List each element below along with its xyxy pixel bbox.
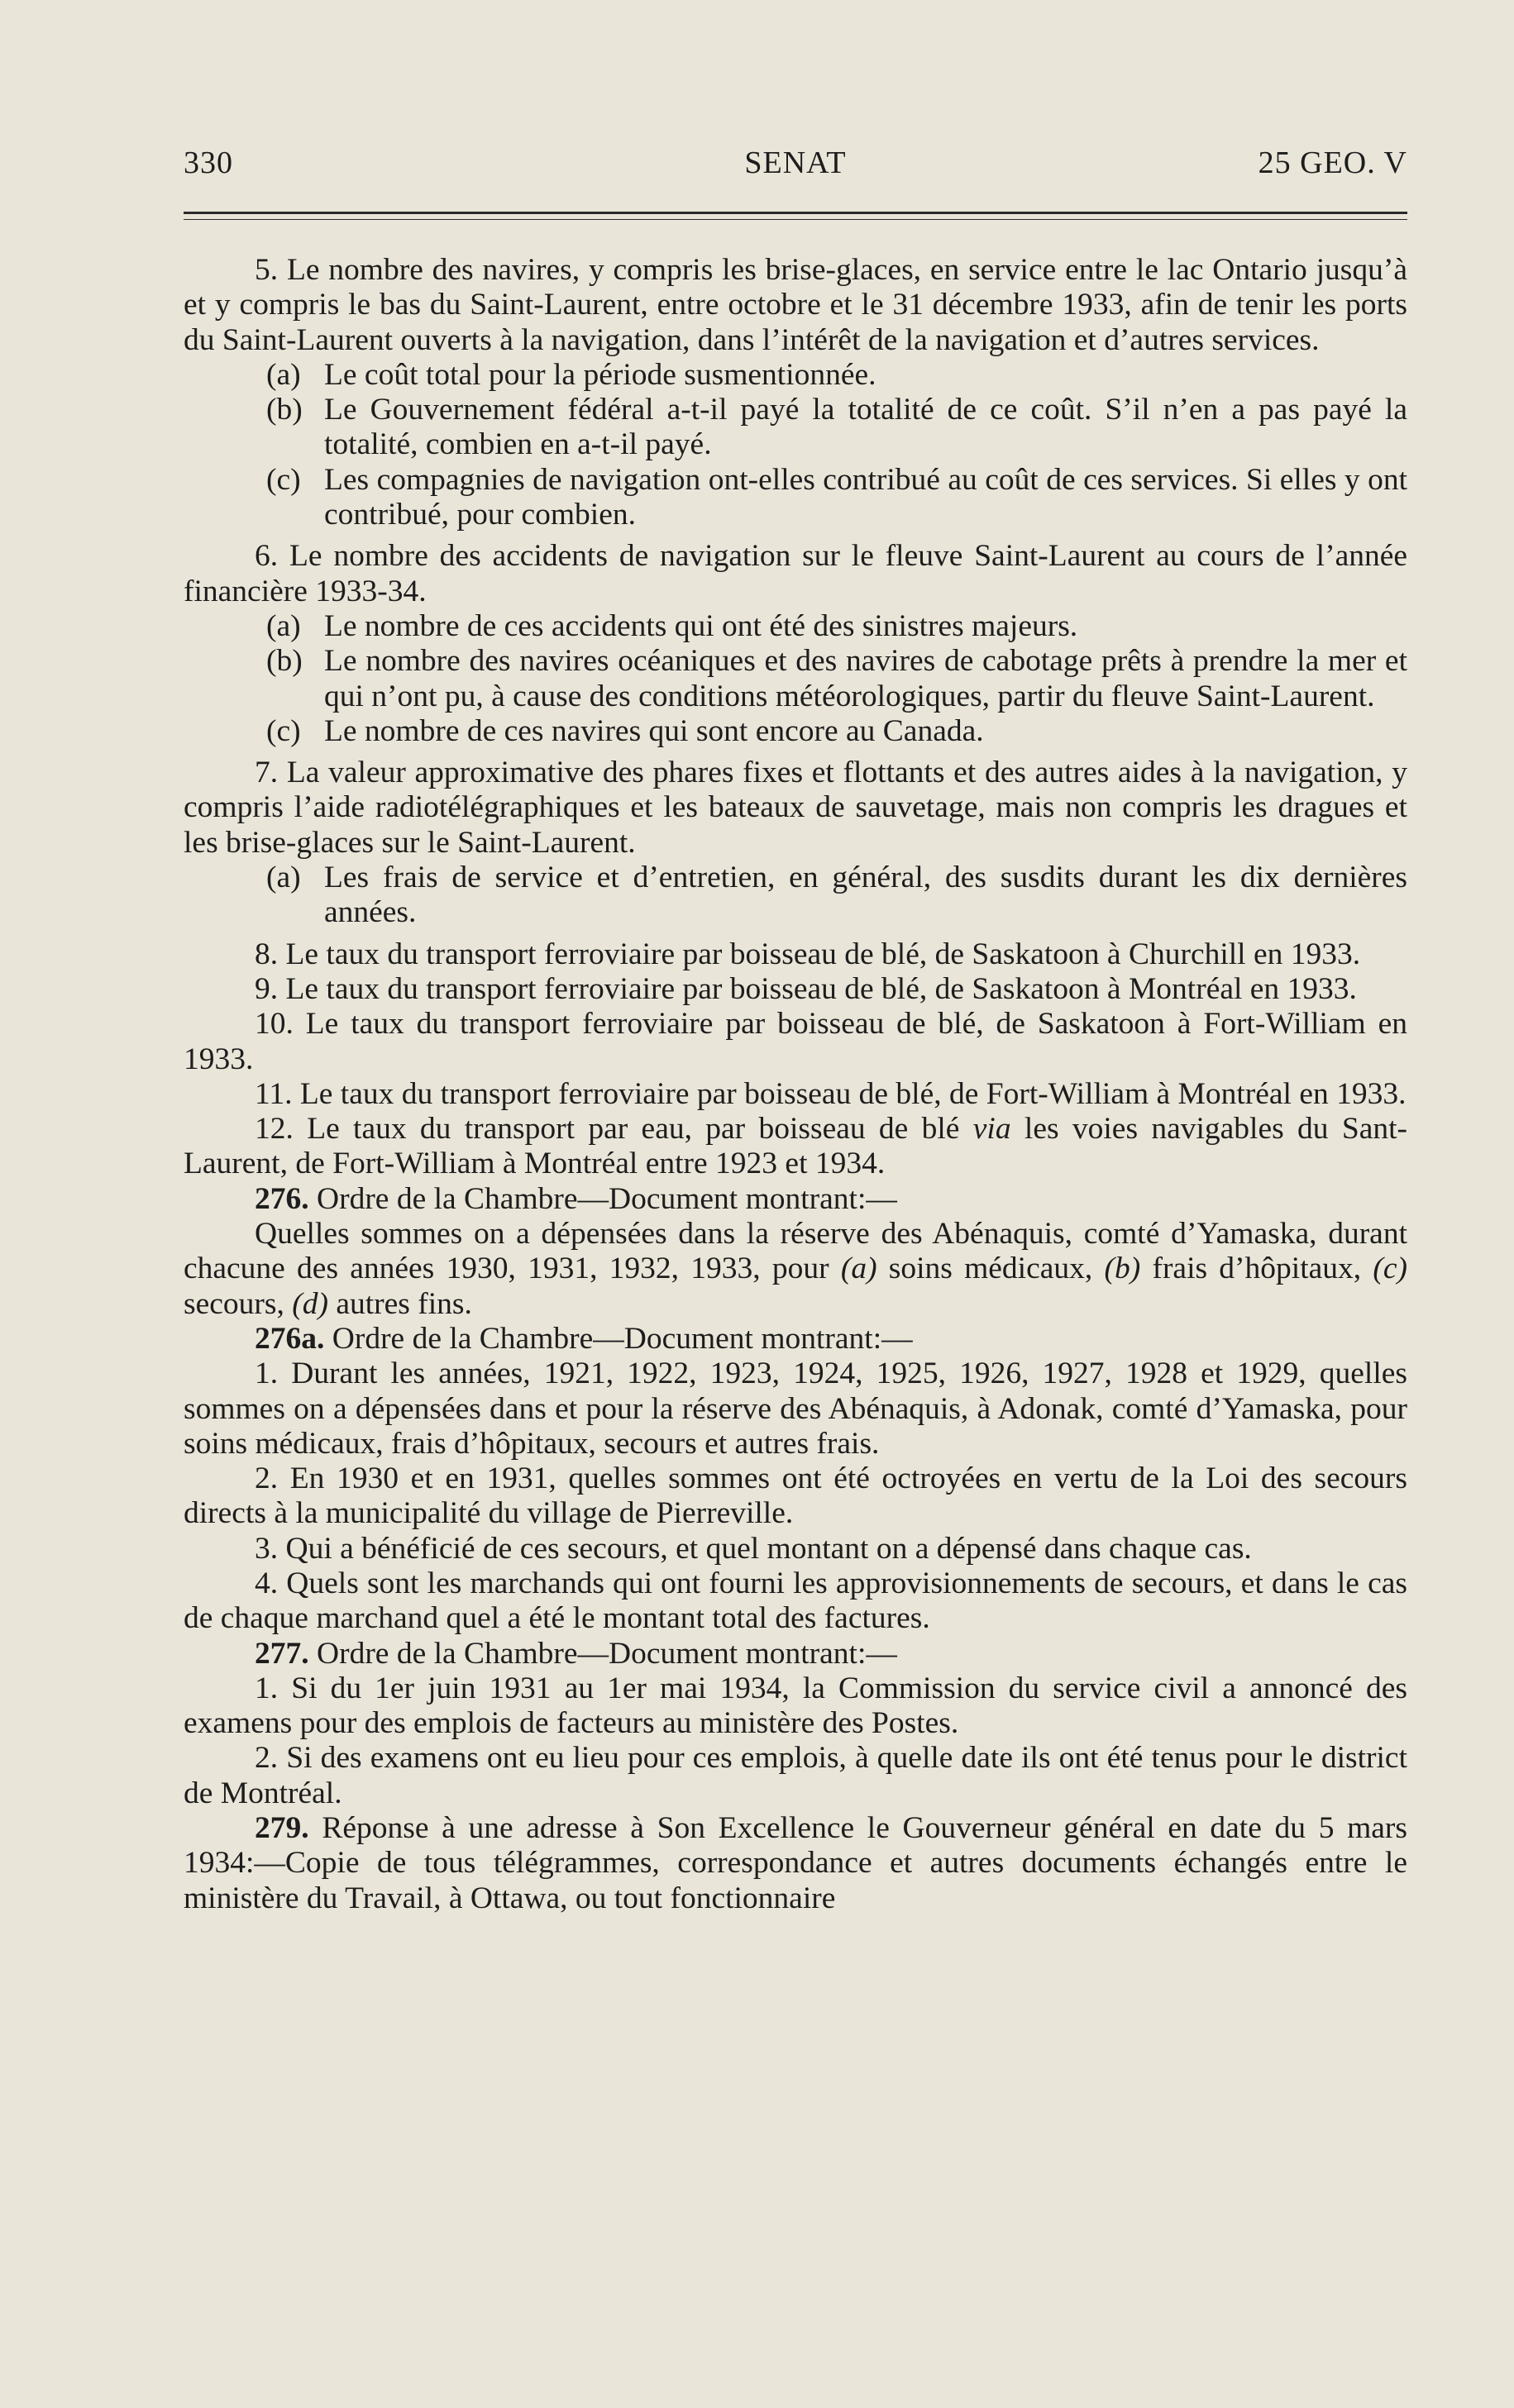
- question-6-c: (c) Le nombre de ces navires qui sont encore au Canada.: [266, 713, 984, 748]
- question-9: 9. Le taux du transport ferroviaire par boisseau de blé, de Saskatoon à Montréal en 1933.: [255, 971, 1357, 1006]
- question-12: 12. Le taux du transport par eau, par boisseau de blé via les voies navigables du Sant-Laurent, de Fort-William à Montréal entre 1923 et 1934.: [184, 1112, 1407, 1181]
- question-5: 5. Le nombre des navires, y compris les brise-glaces, en service entre le lac Ontario jusqu’à et y compris le bas du Saint-Laurent, entre octobre et le 31 décembre 1933, afin de tenir les ports du Saint-Laurent ouverts à la navigation, dans l’intérêt de la navigation et d’autres services.: [184, 253, 1407, 357]
- question-11: 11. Le taux du transport ferroviaire par boisseau de blé, de Fort-William à Montréal en 1933.: [255, 1076, 1407, 1111]
- document-276-text: Quelles sommes on a dépensées dans la réserve des Abénaquis, comté d’Yamaska, durant chacune des années 1930, 1931, 1932, 1933, pour (a) soins médicaux, (b) frais d’hôpitaux, (c) secours, (d) autres fins.: [184, 1217, 1407, 1321]
- document-277-item: 1. Si du 1er juin 1931 au 1er mai 1934, la Commission du service civil a annoncé des examens pour des emplois de facteurs au ministère des Postes.: [184, 1671, 1407, 1741]
- question-6-a: (a) Le nombre de ces accidents qui ont été des sinistres majeurs.: [266, 608, 1078, 643]
- question-5-c: (c) Les compagnies de navigation ont-elles contribué au coût de ces services. Si elles y ont contribué, pour combien.: [266, 462, 1407, 532]
- question-5-b: (b) Le Gouvernement fédéral a-t-il payé la totalité de ce coût. S’il n’en a pas payé la totalité, combien en a-t-il payé.: [266, 393, 1407, 462]
- page-number: 330: [184, 145, 233, 180]
- header-title: SENAT: [744, 145, 847, 180]
- question-7-a: (a) Les frais de service et d’entretien, en général, des susdits durant les dix dernières années.: [266, 861, 1407, 930]
- document-276a-item: 3. Qui a bénéficié de ces secours, et quel montant on a dépensé dans chaque cas.: [255, 1531, 1252, 1566]
- document-276a-item: 4. Quels sont les marchands qui ont fourni les approvisionnements de secours, et dans le cas de chaque marchand quel a été le montant total des factures.: [184, 1566, 1407, 1636]
- header-rule: [184, 212, 1407, 220]
- document-277-heading: 277. Ordre de la Chambre—Document montrant:—: [255, 1636, 897, 1671]
- question-6: 6. Le nombre des accidents de navigation sur le fleuve Saint-Laurent au cours de l’année financière 1933-34.: [184, 539, 1407, 608]
- document-276a-heading: 276a. Ordre de la Chambre—Document montrant:—: [255, 1321, 913, 1356]
- question-7: 7. La valeur approximative des phares fixes et flottants et des autres aides à la navigation, y compris l’aide radiotélégraphiques et les bateaux de sauvetage, mais non compris les dragues et les brise-glaces sur le Saint-Laurent.: [184, 756, 1407, 860]
- document-276-heading: 276. Ordre de la Chambre—Document montrant:—: [255, 1181, 897, 1216]
- question-8: 8. Le taux du transport ferroviaire par boisseau de blé, de Saskatoon à Churchill en 1933.: [255, 937, 1361, 971]
- question-10: 10. Le taux du transport ferroviaire par boisseau de blé, de Saskatoon à Fort-William en 1933.: [184, 1007, 1407, 1076]
- running-header: [184, 145, 1407, 194]
- document-277-item: 2. Si des examens ont eu lieu pour ces emplois, à quelle date ils ont été tenus pour le district de Montréal.: [184, 1741, 1407, 1810]
- document-279: 279. Réponse à une adresse à Son Excellence le Gouverneur général en date du 5 mars 1934:—Copie de tous télégrammes, correspondance et autres documents échangés entre le ministère du Travail, à Ottawa, ou tout fonctionnaire: [184, 1811, 1408, 1915]
- document-276a-item: 2. En 1930 et en 1931, quelles sommes ont été octroyées en vertu de la Loi des secours directs à la municipalité du village de Pierreville.: [184, 1461, 1407, 1531]
- question-6-b: (b) Le nombre des navires océaniques et des navires de cabotage prêts à prendre la mer et qui n’ont pu, à cause des conditions météorologiques, partir du fleuve Saint-Laurent.: [266, 644, 1407, 713]
- question-5-a: (a) Le coût total pour la période susmentionnée.: [266, 357, 876, 392]
- document-276a-item: 1. Durant les années, 1921, 1922, 1923, 1924, 1925, 1926, 1927, 1928 et 1929, quelles sommes on a dépensées dans et pour la réserve des Abénaquis, à Adonak, comté d’Yamaska, pour soins médicaux, frais d’hôpitaux, secours et autres frais.: [184, 1357, 1407, 1461]
- page-body: [184, 253, 1407, 1916]
- regnal-year: 25 GEO. V: [1258, 145, 1407, 180]
